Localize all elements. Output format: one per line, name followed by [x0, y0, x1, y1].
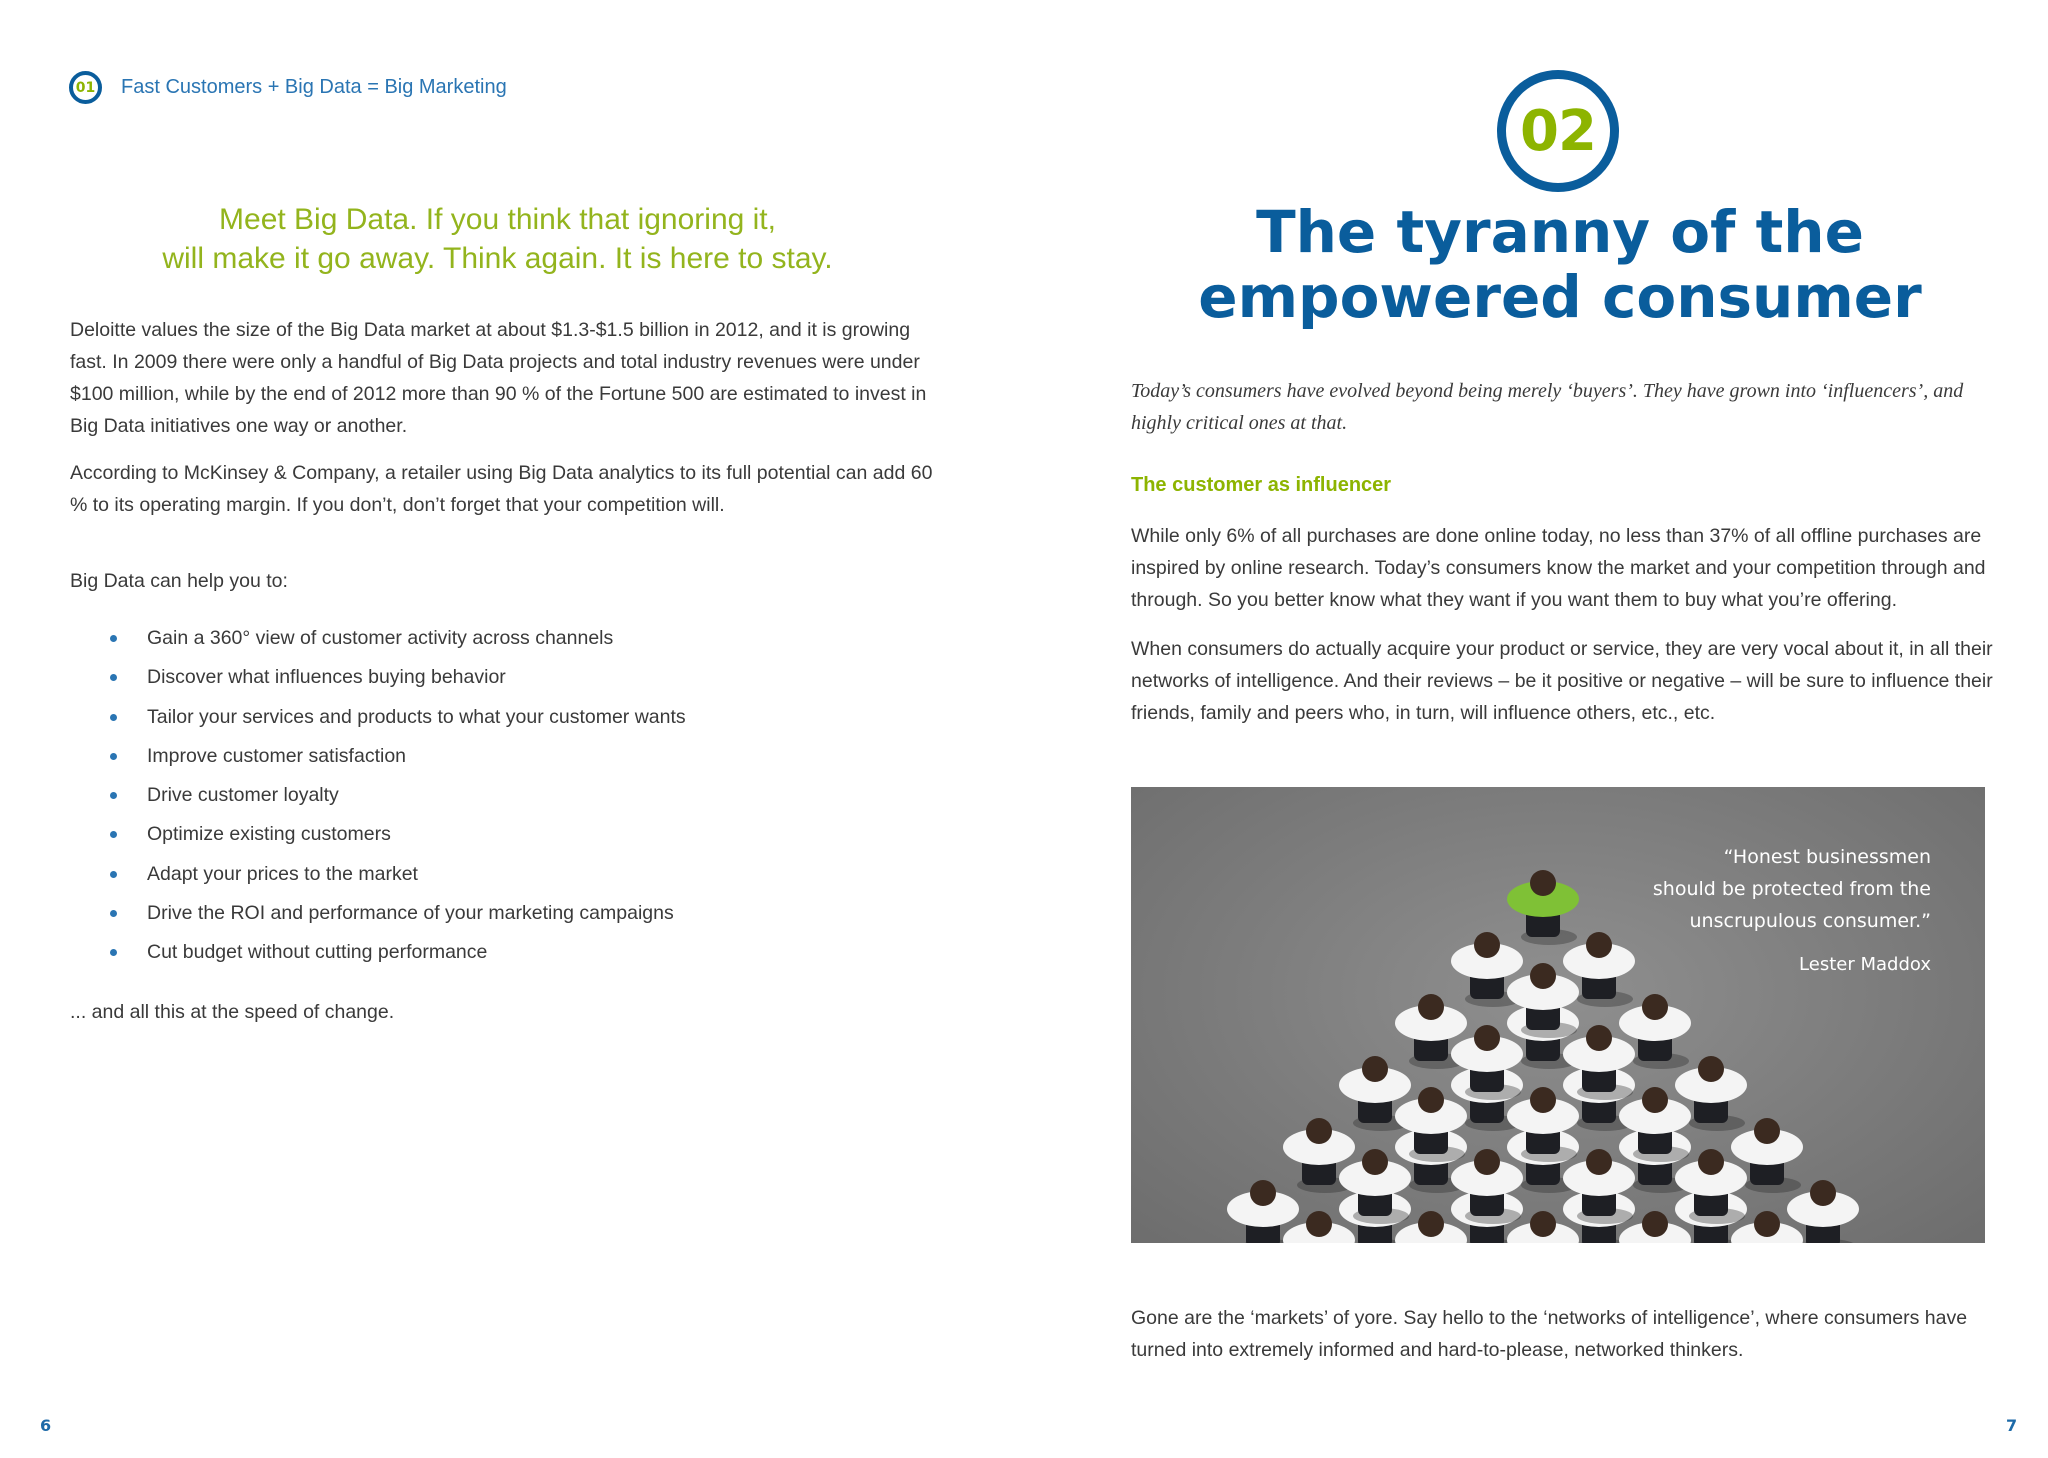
paragraph-mckinsey: According to McKinsey & Company, a retailer using Big Data analytics to its full potential can add 60 % to its operating margin. If you don’t, don’t forget that your competition will.: [70, 462, 933, 516]
quote-author: Lester Maddox: [1799, 954, 1931, 975]
quote-line: unscrupulous consumer.”: [1689, 910, 1931, 932]
bullet-icon: [110, 753, 117, 760]
quote-line: should be protected from the: [1652, 878, 1931, 900]
paragraph-vocal-consumers: When consumers do actually acquire your product or service, they are very vocal about it, in all their networks of intelligence. And their reviews – be it positive or negative – will be sure to influence their friends, family and peers who, in turn, will influence others, etc., etc.: [1131, 638, 1993, 724]
list-item: Improve customer satisfaction: [110, 737, 686, 776]
page-title-line: The tyranny of the: [1256, 198, 1864, 266]
pyramid-photo: [1131, 787, 1985, 1243]
list-item: Tailor your services and products to what your customer wants: [110, 698, 686, 737]
section-subheading: The customer as influencer: [1131, 474, 1392, 496]
quote-line: “Honest businessmen: [1723, 846, 1931, 868]
intro-heading: [70, 200, 925, 278]
list-item: Drive the ROI and performance of your marketing campaigns: [110, 894, 686, 933]
intro-heading-line: Meet Big Data. If you think that ignoring it,: [219, 203, 776, 236]
list-item: Cut budget without cutting performance: [110, 933, 686, 972]
benefit-list: [110, 619, 686, 973]
chapter-number-badge-large: 02: [1497, 70, 1619, 192]
list-item: Adapt your prices to the market: [110, 855, 686, 894]
page-title-line: empowered consumer: [1198, 263, 1922, 331]
leader-figure: [1507, 870, 1579, 945]
chapter-header-01: [69, 71, 507, 104]
paragraph-online-research: While only 6% of all purchases are done online today, no less than 37% of all offline purchases are inspired by online research. Today’s consumers know the market and your competition through and through. So you better know what they want if you want them to buy what you’re offering.: [1131, 525, 1986, 611]
page-number-right: 7: [2006, 1416, 2018, 1435]
bullet-icon: [110, 910, 117, 917]
closing-line-left: ... and all this at the speed of change.: [70, 1001, 395, 1023]
bullet-icon: [110, 871, 117, 878]
list-item: Drive customer loyalty: [110, 776, 686, 815]
bullet-icon: [110, 635, 117, 642]
page-title: [1180, 200, 1940, 330]
chapter-title: Fast Customers + Big Data = Big Marketing: [121, 76, 507, 98]
list-item: Discover what influences buying behavior: [110, 658, 686, 697]
paragraph-market-size: Deloitte values the size of the Big Data market at about $1.3-$1.5 billion in 2012, and it is growing fast. In 2009 there were only a handful of Big Data projects and total industry revenues were under $100 million, while by the end of 2012 more than 90 % of the Fortune 500 are estimated to invest in Big Data initiatives one way or another.: [70, 319, 927, 437]
bullet-icon: [110, 792, 117, 799]
lead-paragraph: Today’s consumers have evolved beyond being merely ‘buyers’. They have grown into ‘influencers’, and highly critical ones at that.: [1131, 380, 1964, 434]
chapter-number-badge: 01: [69, 71, 102, 104]
page-number-left: 6: [40, 1416, 52, 1435]
list-item: Optimize existing customers: [110, 815, 686, 854]
intro-heading-line: will make it go away. Think again. It is here to stay.: [162, 242, 833, 275]
closing-paragraph-right: Gone are the ‘markets’ of yore. Say hello to the ‘networks of intelligence’, where consumers have turned into extremely informed and hard-to-please, networked thinkers.: [1131, 1307, 1968, 1361]
bullet-icon: [110, 714, 117, 721]
list-item: Gain a 360° view of customer activity across channels: [110, 619, 686, 658]
list-lead: Big Data can help you to:: [70, 570, 288, 592]
bullet-icon: [110, 831, 117, 838]
bullet-icon: [110, 674, 117, 681]
quote-block: [1653, 841, 1931, 937]
bullet-icon: [110, 949, 117, 956]
